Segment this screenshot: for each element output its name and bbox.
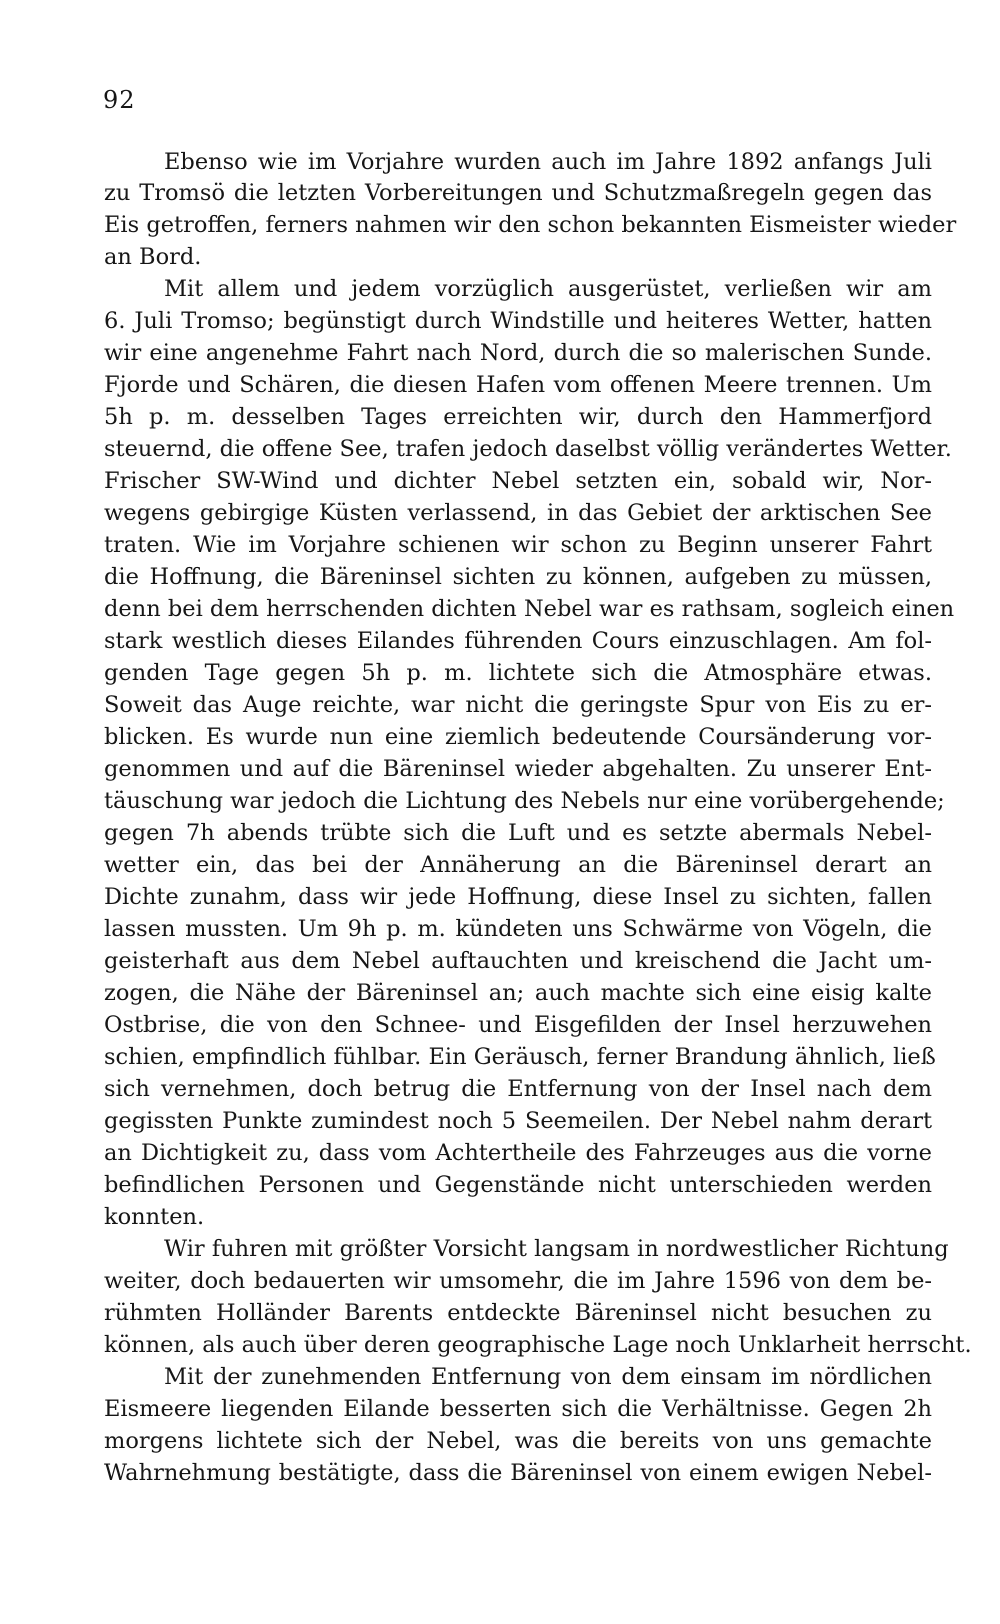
text-line: an Dichtigkeit zu, dass vom Achtertheile des Fahrzeuges aus die vorne — [104, 1140, 932, 1166]
text-line: 5h p. m. desselben Tages erreichten wir, durch den Hammerfjord — [104, 404, 932, 430]
text-line: wegens gebirgige Küsten verlassend, in das Gebiet der arktischen See — [104, 500, 932, 526]
text-line: wetter ein, das bei der Annäherung an die Bäreninsel derart an — [104, 852, 932, 878]
text-line: 6. Juli Tromso; begünstigt durch Windstille und heiteres Wetter, hatten — [104, 308, 932, 334]
text-line: Eismeere liegenden Eilande besserten sich die Verhältnisse. Gegen 2h — [104, 1396, 932, 1422]
text-line: Ostbrise, die von den Schnee- und Eisgefilden der Insel herzuwehen — [104, 1012, 932, 1038]
text-line: Frischer SW-Wind und dichter Nebel setzten ein, sobald wir, Nor- — [104, 468, 932, 494]
text-line: Soweit das Auge reichte, war nicht die geringste Spur von Eis zu er- — [104, 692, 932, 718]
text-line: denn bei dem herrschenden dichten Nebel war es rathsam, sogleich einen — [104, 596, 955, 622]
text-line: die Hoffnung, die Bäreninsel sichten zu können, aufgeben zu müssen, — [104, 564, 932, 590]
text-line: Wahrnehmung bestätigte, dass die Bäreninsel von einem ewigen Nebel- — [104, 1460, 932, 1486]
text-line: Ebenso wie im Vorjahre wurden auch im Jahre 1892 anfangs Juli — [164, 149, 932, 175]
text-line: Mit der zunehmenden Entfernung von dem einsam im nördlichen — [164, 1364, 932, 1390]
text-line: traten. Wie im Vorjahre schienen wir schon zu Beginn unserer Fahrt — [104, 532, 932, 558]
text-line: genden Tage gegen 5h p. m. lichtete sich die Atmosphäre etwas. — [104, 660, 932, 686]
text-line: zu Tromsö die letzten Vorbereitungen und Schutzmaßregeln gegen das — [104, 180, 932, 206]
text-line: täuschung war jedoch die Lichtung des Nebels nur eine vorübergehende; — [104, 788, 945, 814]
text-line: können, als auch über deren geographische Lage noch Unklarheit herrscht. — [104, 1332, 972, 1358]
text-line: an Bord. — [104, 244, 202, 270]
text-line: Wir fuhren mit größter Vorsicht langsam in nordwestlicher Richtung — [164, 1236, 949, 1262]
text-line: schien, empfindlich fühlbar. Ein Geräusch, ferner Brandung ähnlich, ließ — [104, 1044, 936, 1070]
text-line: befindlichen Personen und Gegenstände nicht unterschieden werden — [104, 1172, 932, 1198]
text-line: rühmten Holländer Barents entdeckte Bäreninsel nicht besuchen zu — [104, 1300, 932, 1326]
text-line: zogen, die Nähe der Bäreninsel an; auch machte sich eine eisig kalte — [104, 980, 932, 1006]
text-line: stark westlich dieses Eilandes führenden Cours einzuschlagen. Am fol- — [104, 628, 932, 654]
text-line: genommen und auf die Bäreninsel wieder abgehalten. Zu unserer Ent- — [104, 756, 932, 782]
text-line: gegissten Punkte zumindest noch 5 Seemeilen. Der Nebel nahm derart — [104, 1108, 932, 1134]
text-line: geisterhaft aus dem Nebel auftauchten und kreischend die Jacht um- — [104, 948, 932, 974]
text-line: steuernd, die offene See, trafen jedoch daselbst völlig verändertes Wetter. — [104, 436, 952, 462]
text-line: morgens lichtete sich der Nebel, was die bereits von uns gemachte — [104, 1428, 932, 1454]
text-line: gegen 7h abends trübte sich die Luft und es setzte abermals Nebel- — [104, 820, 932, 846]
page-number: 92 — [103, 86, 136, 114]
text-line: weiter, doch bedauerten wir umsomehr, die im Jahre 1596 von dem be- — [104, 1268, 932, 1294]
text-line: wir eine angenehme Fahrt nach Nord, durch die so malerischen Sunde. — [104, 340, 932, 366]
text-line: Eis getroffen, ferners nahmen wir den schon bekannten Eismeister wieder — [104, 212, 957, 238]
text-line: lassen mussten. Um 9h p. m. kündeten uns Schwärme von Vögeln, die — [104, 916, 932, 942]
text-line: blicken. Es wurde nun eine ziemlich bedeutende Coursänderung vor- — [104, 724, 932, 750]
text-line: Dichte zunahm, dass wir jede Hoffnung, diese Insel zu sichten, fallen — [104, 884, 932, 910]
text-line: Mit allem und jedem vorzüglich ausgerüstet, verließen wir am — [164, 276, 932, 302]
text-line: konnten. — [104, 1204, 205, 1230]
text-line: sich vernehmen, doch betrug die Entfernung von der Insel nach dem — [104, 1076, 932, 1102]
text-line: Fjorde und Schären, die diesen Hafen vom offenen Meere trennen. Um — [104, 372, 932, 398]
